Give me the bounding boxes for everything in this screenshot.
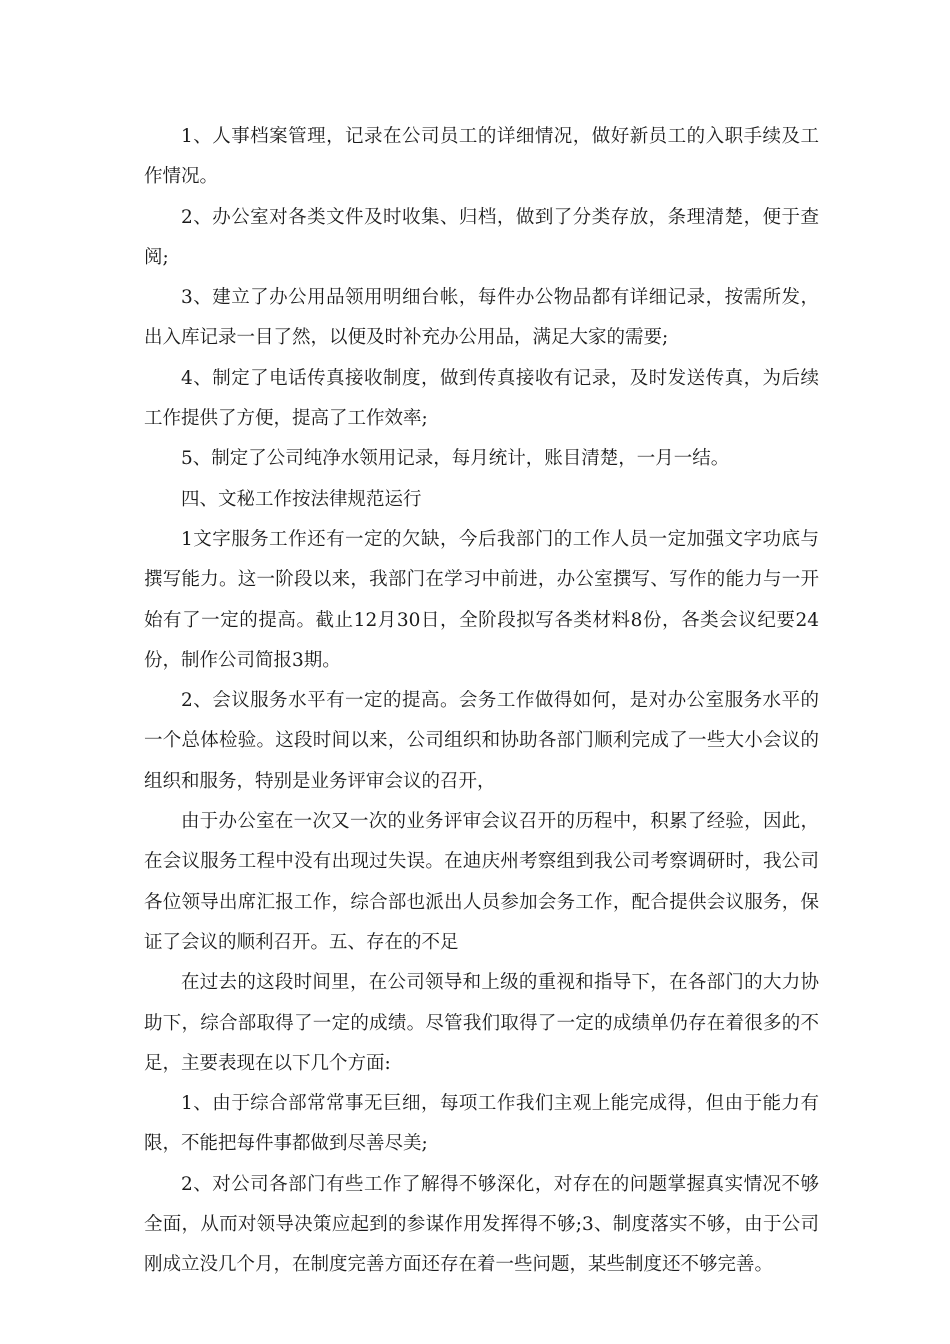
paragraph-file-filing: 2、办公室对各类文件及时收集、归档，做到了分类存放，条理清楚，便于查阅; <box>144 206 819 268</box>
paragraph-meeting-experience: 由于办公室在一次又一次的业务评审会议召开的历程中，积累了经验，因此，在会议服务工程中没有出现过失误。在迪庆州考察组到我公司考察调研时，我公司各位领导出席汇报工作，综合部也派出人员参加会务工作，配合提供会议服务，保证了会议的顺利召开。五、存在的不足 <box>144 811 819 953</box>
paragraph-shortcoming-2: 2、对公司各部门有些工作了解得不够深化，对存在的问题掌握真实情况不够全面，从而对领导决策应起到的参谋作用发挥得不够;3、制度落实不够，由于公司刚成立没几个月，在制度完善方面还存在着一些问题，某些制度还不够完善。 <box>144 1173 819 1276</box>
paragraph-archive-management: 1、人事档案管理，记录在公司员工的详细情况，做好新员工的入职手续及工作情况。 <box>144 126 819 188</box>
paragraph-achievements: 在过去的这段时间里，在公司领导和上级的重视和指导下，在各部门的大力协助下，综合部取得了一定的成绩。尽管我们取得了一定的成绩单仍存在着很多的不足，主要表现在以下几个方面: <box>144 972 819 1074</box>
document-body <box>144 117 819 1286</box>
paragraph-fax-system: 4、制定了电话传真接收制度，做到传真接收有记录，及时发送传真，为后续工作提供了方便，提高了工作效率; <box>144 367 819 430</box>
paragraph-office-supplies: 3、建立了办公用品领用明细台帐，每件办公物品都有详细记录，按需所发，出入库记录一目了然，以便及时补充办公用品，满足大家的需要; <box>144 287 819 349</box>
paragraph-writing-services: 1文字服务工作还有一定的欠缺，今后我部门的工作人员一定加强文字功底与撰写能力。这一阶段以来，我部门在学习中前进，办公室撰写、写作的能力与一开始有了一定的提高。截止12月30日，全阶段拟写各类材料8份，各类会议纪要24份，制作公司简报3期。 <box>144 528 819 671</box>
paragraph-shortcoming-1: 1、由于综合部常常事无巨细，每项工作我们主观上能完成得，但由于能力有限，不能把每件事都做到尽善尽美; <box>144 1093 819 1155</box>
section-heading-secretarial-work: 四、文秘工作按法律规范运行 <box>181 488 422 510</box>
paragraph-meeting-services: 2、会议服务水平有一定的提高。会务工作做得如何，是对办公室服务水平的一个总体检验。这段时间以来，公司组织和协助各部门顺利完成了一些大小会议的组织和服务，特别是业务评审会议的召开， <box>144 690 819 792</box>
paragraph-water-records: 5、制定了公司纯净水领用记录，每月统计，账目清楚，一月一结。 <box>181 448 730 470</box>
